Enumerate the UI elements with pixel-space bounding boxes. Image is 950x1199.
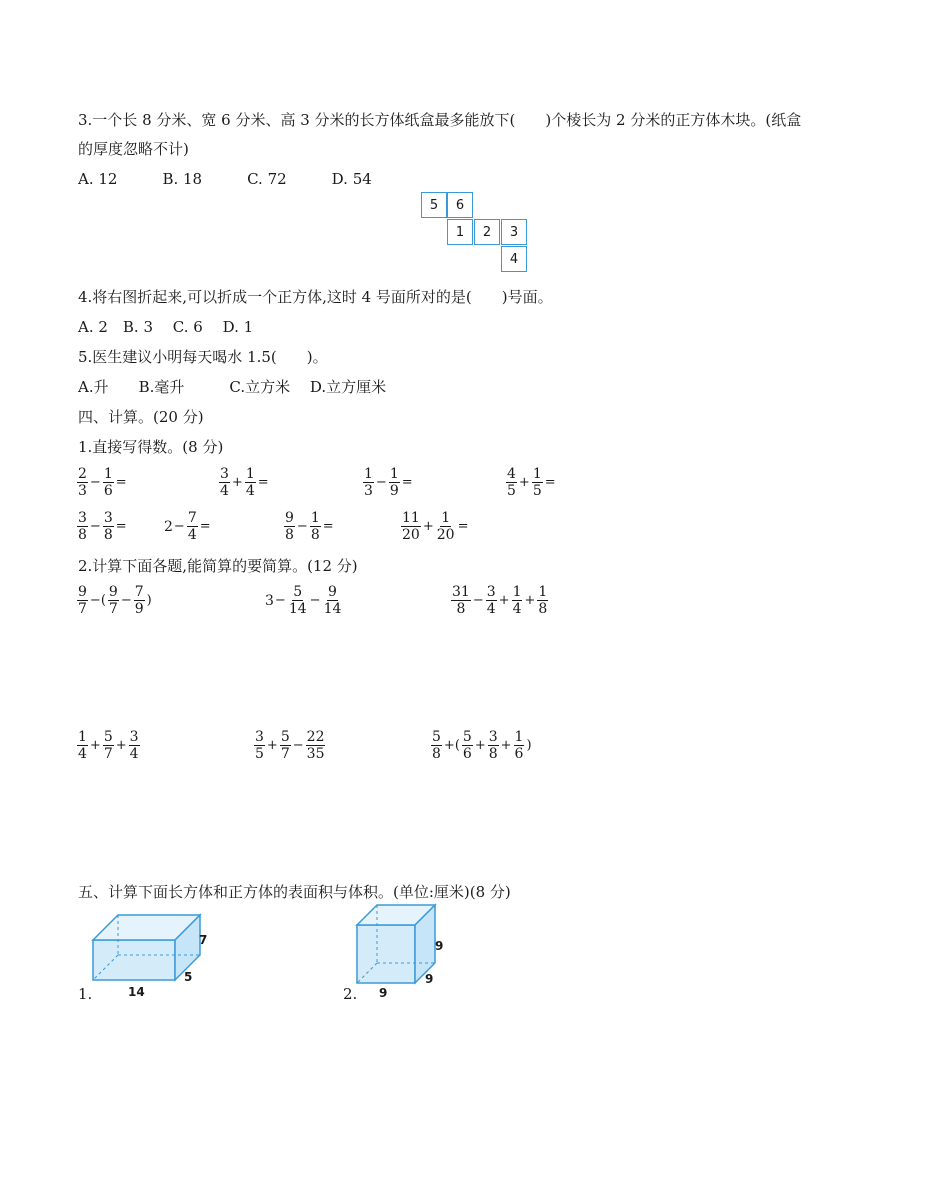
calc-n: $\frac{3}{5}$ + $\frac{5}{7}$ − $\frac{22}{35}$ [255, 729, 325, 762]
q4-options: A. 2 B. 3 C. 6 D. 1 [78, 318, 254, 336]
calc-o: $\frac{5}{8}$ +( $\frac{5}{6}$ + $\frac{3}{8}$ + $\frac{1}{6}$ ) [432, 729, 532, 762]
q5-options: A.升 B.毫升 C.立方米 D.立方厘米 [78, 378, 387, 396]
box2-height-label: 9 [435, 939, 444, 953]
box2-label: 2. [343, 985, 358, 1003]
box2-width-label: 9 [425, 972, 434, 986]
box2-length-label: 9 [379, 986, 388, 1000]
calc-i: $\frac{11}{20}$ + $\frac{1}{20}$ = [402, 510, 469, 543]
q3-options: A. 12 B. 18 C. 72 D. 54 [78, 170, 372, 188]
box1-height-label: 7 [199, 933, 208, 947]
net-cell-5: 5 [421, 192, 447, 218]
calc-l: $\frac{31}{8}$ − $\frac{3}{4}$ + $\frac{1}{4}$ + $\frac{1}{8}$ [452, 584, 548, 617]
q5-text: 5.医生建议小明每天喝水 1.5( )。 [78, 348, 328, 366]
net-cell-4: 4 [501, 246, 527, 272]
section4-part2-title: 2.计算下面各题,能简算的要简算。(12 分) [78, 557, 358, 575]
calc-b: $\frac{3}{4}$ + $\frac{1}{4}$ = [220, 466, 269, 499]
cuboid-front-face [93, 940, 175, 980]
calc-e: $\frac{3}{8}$ − $\frac{3}{8}$ = [78, 510, 127, 543]
calc-j: $\frac{9}{7}$ −( $\frac{9}{7}$ − $\frac{7}{9}$ ) [78, 584, 152, 617]
q3-line1: 3.一个长 8 分米、宽 6 分米、高 3 分米的长方体纸盒最多能放下( )个棱长为 2 分米的正方体木块。(纸盒 [78, 111, 802, 129]
cube-front-face [357, 925, 415, 983]
q3-line2: 的厚度忽略不计) [78, 140, 189, 158]
section4-part1-title: 1.直接写得数。(8 分) [78, 438, 224, 456]
calc-m: $\frac{1}{4}$ + $\frac{5}{7}$ + $\frac{3}{4}$ [78, 729, 139, 762]
net-cell-3: 3 [501, 219, 527, 245]
calc-h: $\frac{9}{8}$ − $\frac{1}{8}$ = [285, 510, 334, 543]
net-cell-2: 2 [474, 219, 500, 245]
net-cell-6: 6 [447, 192, 473, 218]
box1-width-label: 5 [184, 970, 193, 984]
q4-text: 4.将右图折起来,可以折成一个正方体,这时 4 号面所对的是( )号面。 [78, 288, 553, 306]
net-cell-1: 1 [447, 219, 473, 245]
section4-title: 四、计算。(20 分) [78, 408, 204, 426]
box1-label: 1. [78, 985, 93, 1003]
calc-c: $\frac{1}{3}$ − $\frac{1}{9}$ = [364, 466, 413, 499]
calc-k: 3 − $\frac{5}{14}$ − $\frac{9}{14}$ [265, 584, 342, 617]
box1-length-label: 14 [128, 985, 145, 999]
section5-title: 五、计算下面长方体和正方体的表面积与体积。(单位:厘米)(8 分) [78, 883, 511, 901]
calc-a: $\frac{2}{3}$ − $\frac{1}{6}$ = [78, 466, 127, 499]
calc-d: $\frac{4}{5}$ + $\frac{1}{5}$ = [507, 466, 556, 499]
calc-g: 2 − $\frac{7}{4}$ = [164, 510, 211, 543]
cuboid-figure [88, 910, 228, 1000]
